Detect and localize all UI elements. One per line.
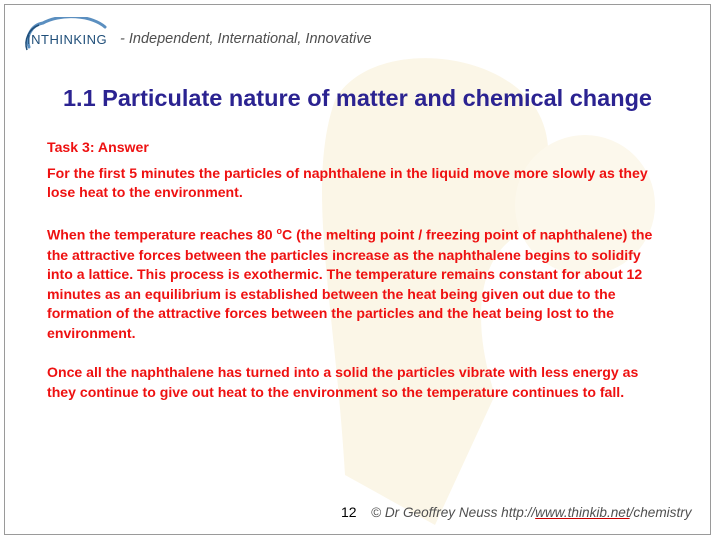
paragraph-2 bbox=[47, 222, 667, 343]
paragraph-2-after: C (the melting point / freezing point of naphthalene) the the attractive forces between the particles increase as the naphthalene begins to solidify into a lattice. This process is exothermic. The temperature remains constant for about 12 minutes as an equilibrium is established between the heat being given out due to the formation of the attractive forces between the particles and the heat being lost to the environment. bbox=[47, 227, 653, 342]
paragraph-2-before: When the temperature reaches 80 bbox=[47, 227, 277, 244]
slide-content bbox=[47, 138, 667, 402]
degree-symbol: o bbox=[276, 226, 282, 237]
paragraph-1: For the first 5 minutes the particles of naphthalene in the liquid move more slowly as they lose heat to the environment. bbox=[47, 164, 648, 201]
credit-suffix: /chemistry bbox=[629, 505, 692, 520]
footer bbox=[341, 504, 692, 522]
credit-url-link[interactable]: www.thinkib.net bbox=[535, 505, 630, 520]
logo-text: INTHINKING bbox=[27, 32, 108, 47]
tagline: - Independent, International, Innovative bbox=[120, 31, 372, 47]
credit bbox=[371, 505, 692, 520]
credit-prefix: © Dr Geoffrey Neuss http:// bbox=[371, 505, 536, 520]
page-number: 12 bbox=[341, 504, 357, 520]
task-label: Task 3: Answer bbox=[47, 139, 149, 155]
slide bbox=[4, 4, 711, 535]
slide-title: 1.1 Particulate nature of matter and chemical change bbox=[62, 85, 652, 111]
paragraph-3: Once all the naphthalene has turned into a solid the particles vibrate with less energy as they continue to give out heat to the environment so the temperature continues to fall. bbox=[47, 364, 639, 400]
